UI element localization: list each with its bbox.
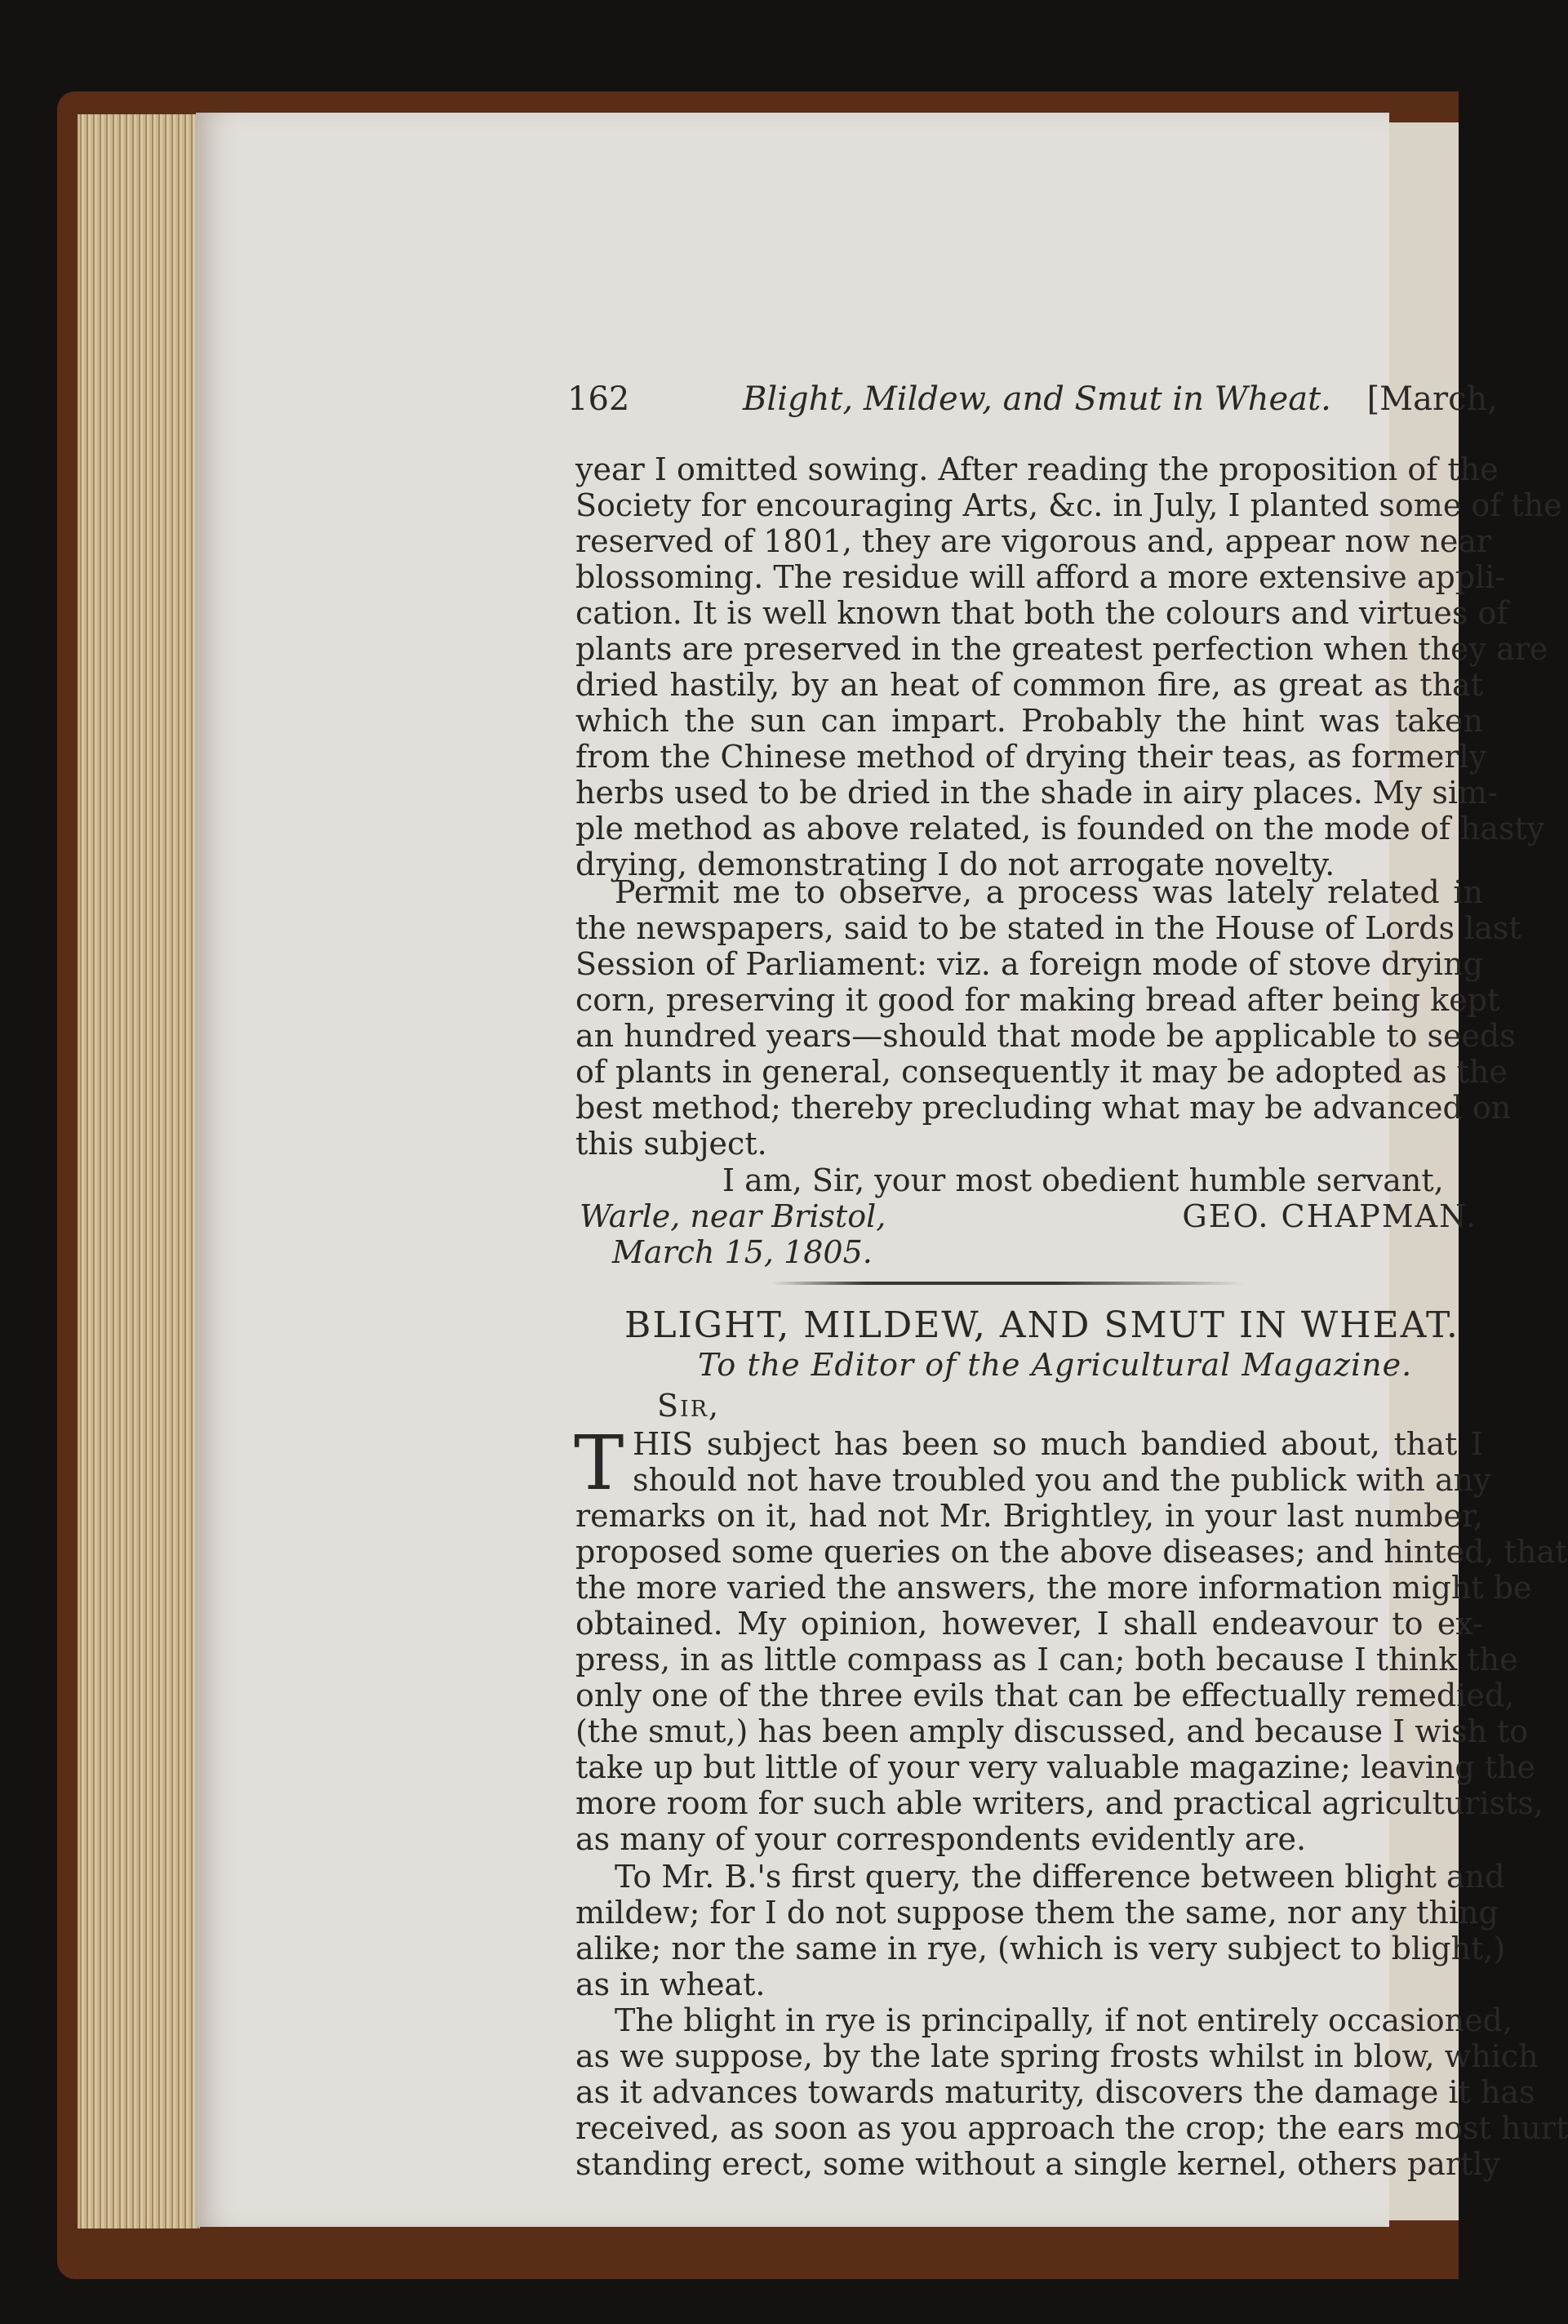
text-line: The blight in rye is principally, if not entirely occasioned, — [615, 2002, 1512, 2038]
book-page — [196, 113, 1568, 2227]
text-line: from the Chinese method of drying their teas, as formerly — [575, 739, 1487, 775]
text-line: the more varied the answers, the more information might be — [575, 1570, 1532, 1606]
text-line: as we suppose, by the late spring frosts whilst in blow, which — [575, 2038, 1539, 2074]
text-line: take up but little of your very valuable magazine; leaving the — [575, 1749, 1536, 1785]
text-line: cation. It is well known that both the colours and virtues of — [575, 595, 1508, 631]
text-line: HIS subject has been so much bandied about, that I — [633, 1426, 1483, 1462]
text-line: drying, demonstrating I do not arrogate novelty. — [575, 847, 1335, 882]
signature-name: GEO. CHAPMAN. — [1182, 1198, 1477, 1234]
running-header — [567, 380, 1498, 423]
text-line: plants are preserved in the greatest perfection when they are — [575, 631, 1548, 667]
text-line: alike; nor the same in rye, (which is very subject to blight,) — [575, 1931, 1506, 1966]
page-number: 162 — [567, 380, 630, 418]
text-line: To Mr. B.'s first query, the difference between blight and — [615, 1859, 1505, 1895]
drop-cap: T — [574, 1420, 624, 1507]
text-line: received, as soon as you approach the crop; the ears most hurt — [575, 2110, 1568, 2146]
text-line: dried hastily, by an heat of common fire, as great as that — [575, 667, 1483, 703]
text-line: best method; thereby precluding what may be advanced on — [575, 1090, 1512, 1126]
text-line: mildew; for I do not suppose them the same, nor any thing — [575, 1895, 1499, 1931]
text-line: as in wheat. — [575, 1966, 766, 2002]
text-line: corn, preserving it good for making bread after being kept — [575, 982, 1500, 1018]
running-title: Blight, Mildew, and Smut in Wheat. — [743, 380, 1331, 418]
text-line: should not have troubled you and the publick with any — [633, 1462, 1491, 1498]
text-line: as many of your correspondents evidently are. — [575, 1821, 1307, 1857]
text-line: (the smut,) has been amply discussed, and because I wish to — [575, 1713, 1529, 1749]
text-line: only one of the three evils that can be effectually remedied, — [575, 1677, 1515, 1713]
text-line: year I omitted sowing. After reading the proposition of the — [575, 451, 1499, 487]
text-line: an hundred years—should that mode be applicable to seeds — [575, 1018, 1516, 1054]
text-line: Society for encouraging Arts, &c. in July, I planted some of the — [575, 487, 1562, 523]
signature-place: Warle, near Bristol, — [580, 1198, 886, 1234]
text-line: proposed some queries on the above diseases; and hinted, that — [575, 1534, 1568, 1570]
text-line: Session of Parliament: viz. a foreign mode of stove drying — [575, 946, 1483, 982]
text-line: herbs used to be dried in the shade in airy places. My sim- — [575, 775, 1498, 811]
text-line: obtained. My opinion, however, I shall endeavour to ex- — [575, 1606, 1483, 1642]
text-line: Permit me to observe, a process was lately related in — [615, 874, 1483, 910]
text-line: of plants in general, consequently it may be adopted as the — [575, 1054, 1508, 1090]
header-month: [March, — [1366, 380, 1498, 418]
text-line: remarks on it, had not Mr. Brightley, in your last number, — [575, 1498, 1483, 1534]
text-line: ple method as above related, is founded on the mode of hasty — [575, 811, 1545, 847]
salutation: Sir, — [657, 1388, 721, 1424]
text-line: as it advances towards maturity, discovers the damage it has — [575, 2074, 1535, 2110]
article-title: BLIGHT, MILDEW, AND SMUT IN WHEAT. — [624, 1304, 1459, 1346]
text-line: press, in as little compass as I can; both because I think the — [575, 1642, 1518, 1677]
text-line: blossoming. The residue will afford a more extensive appli- — [575, 559, 1506, 595]
signature-date: March 15, 1805. — [612, 1234, 873, 1270]
text-line: this subject. — [575, 1126, 767, 1162]
signature-closing: I am, Sir, your most obedient humble servant, — [722, 1162, 1444, 1198]
text-line: standing erect, some without a single kernel, others partly — [575, 2146, 1500, 2182]
page-edges — [78, 114, 200, 2228]
text-line: more room for such able writers, and practical agriculturists, — [575, 1785, 1544, 1821]
text-line: reserved of 1801, they are vigorous and, appear now near — [575, 523, 1492, 559]
text-line: the newspapers, said to be stated in the House of Lords last — [575, 910, 1521, 946]
article-subtitle: To the Editor of the Agricultural Magazine. — [698, 1347, 1413, 1383]
text-line: which the sun can impart. Probably the hint was taken — [575, 703, 1483, 739]
section-divider — [771, 1282, 1245, 1285]
